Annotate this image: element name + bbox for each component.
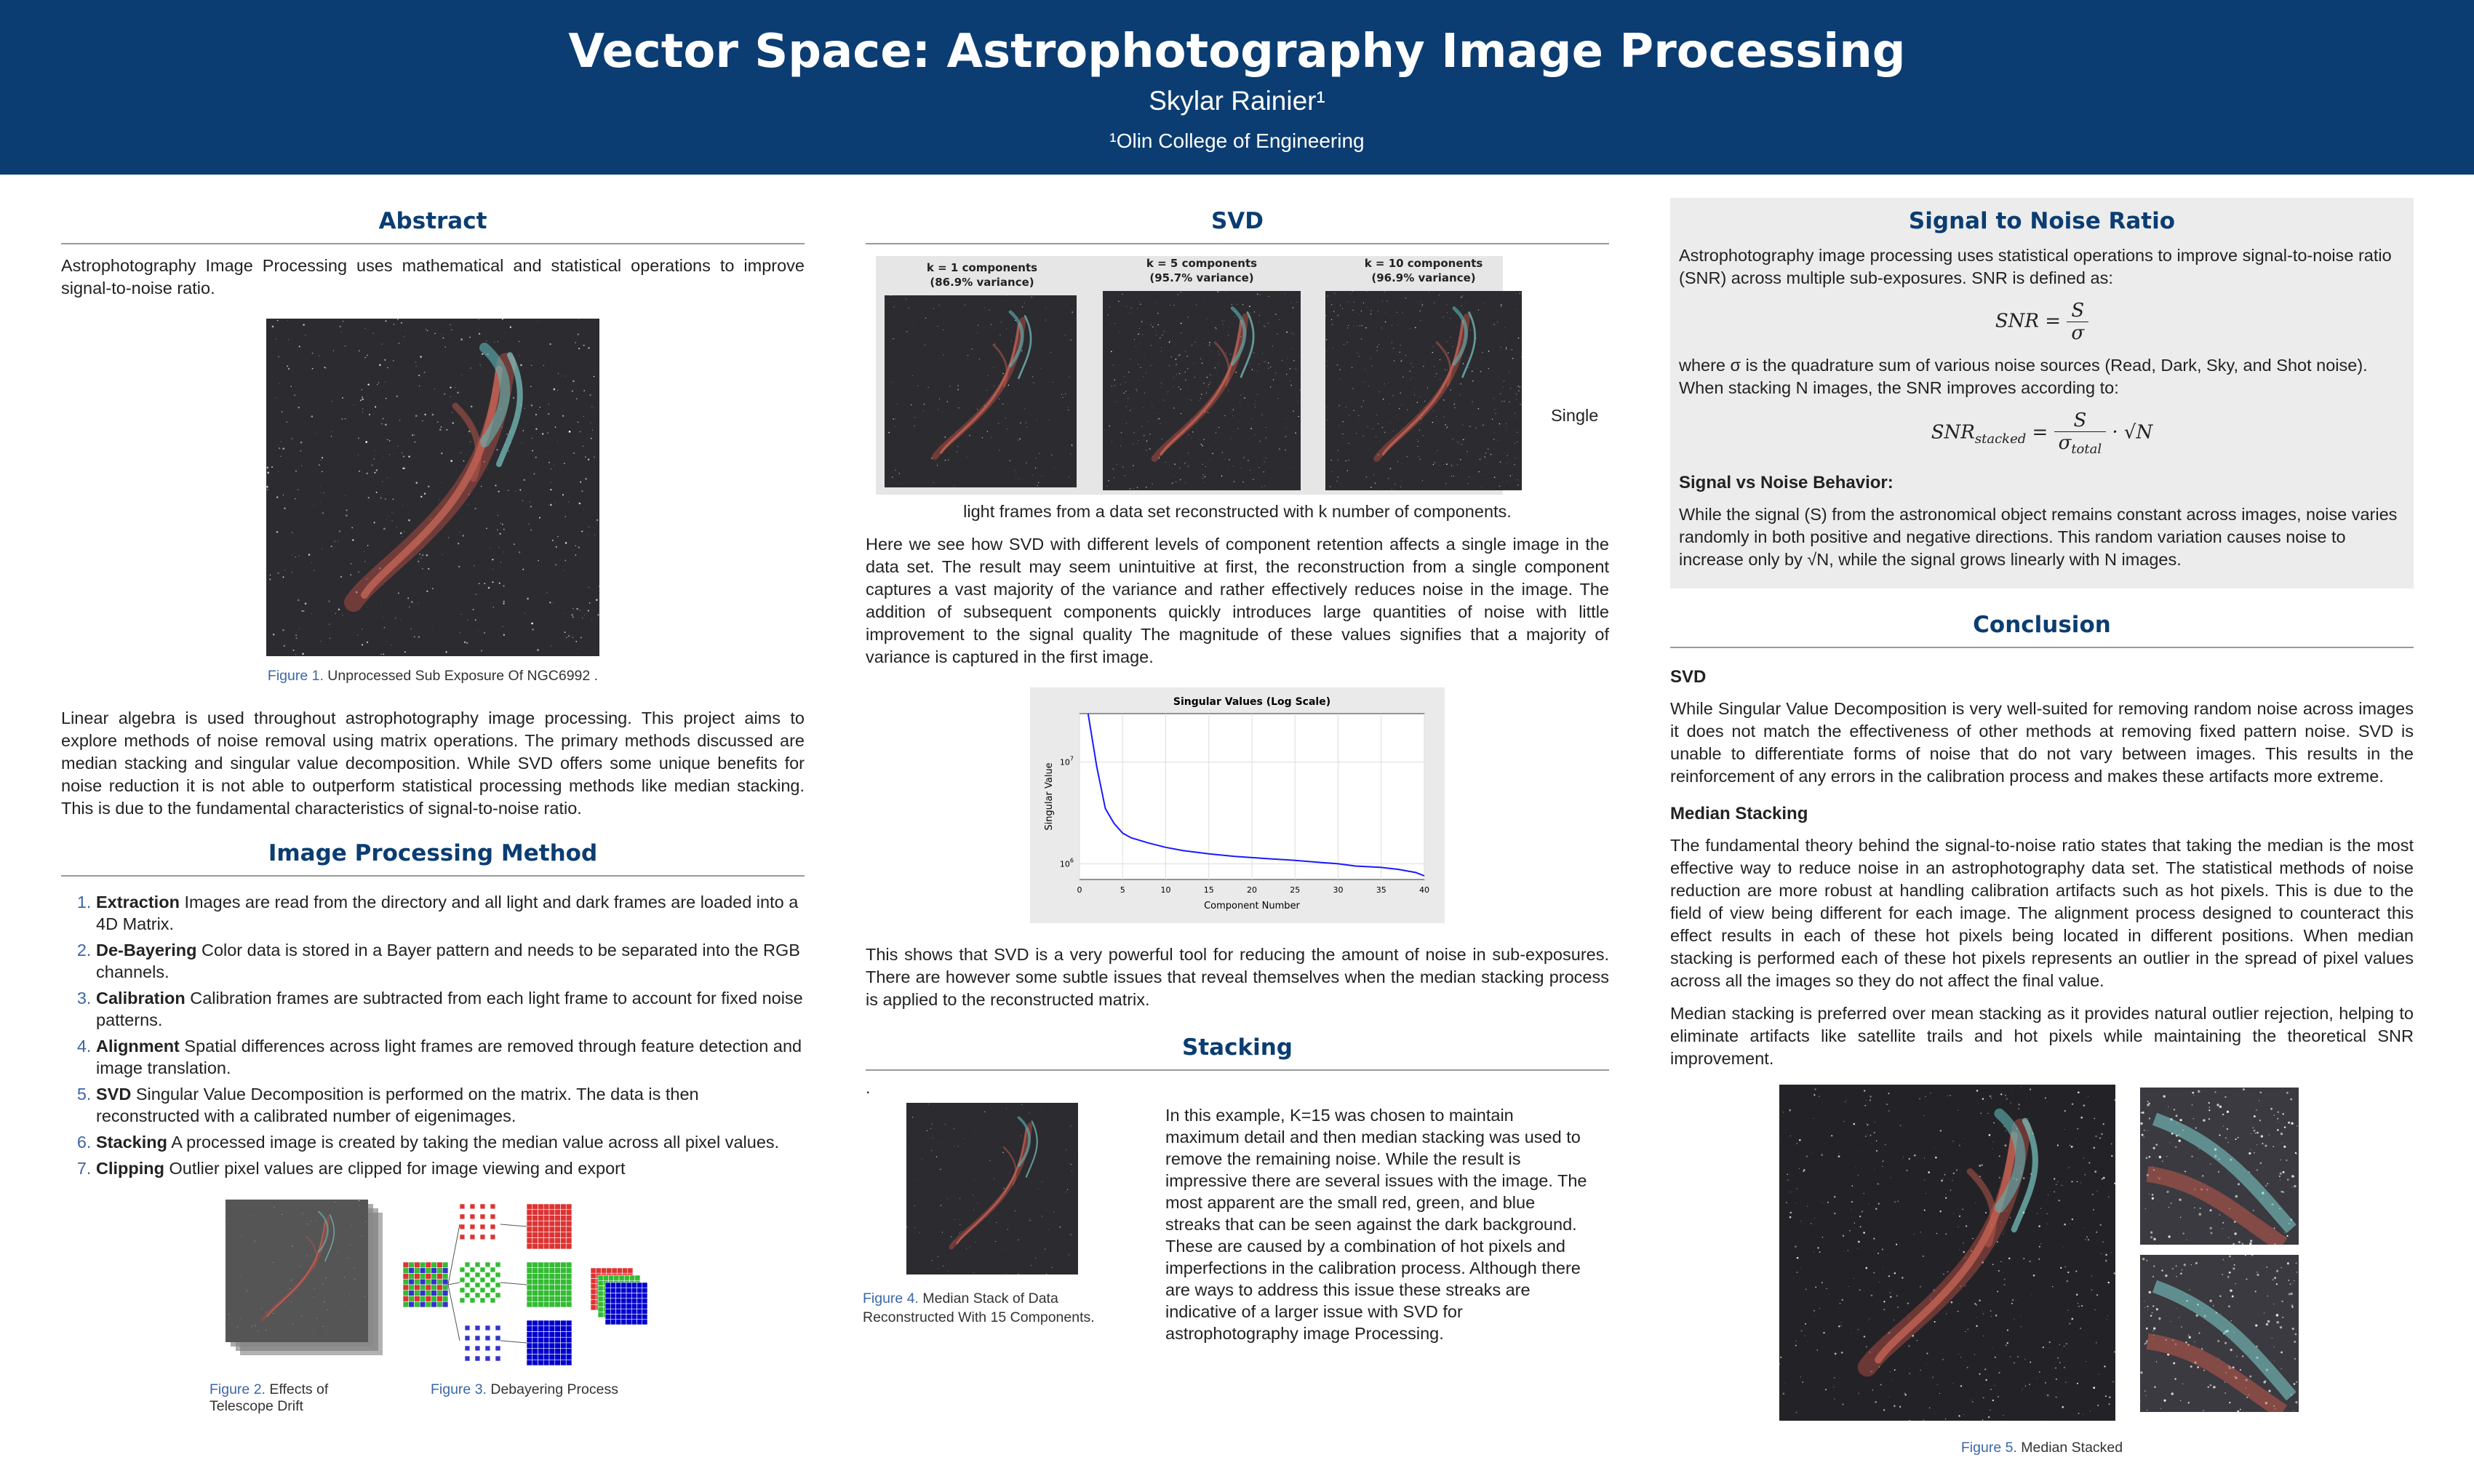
figures-2-3 bbox=[61, 1184, 805, 1445]
svd-caption: light frames from a data set reconstructed with k number of components. bbox=[963, 502, 1512, 521]
snr-equation: SNR = $\frac{S}{\sigma}$ bbox=[1679, 300, 2405, 344]
nebula-graphic bbox=[266, 319, 599, 656]
abstract-intro: Astrophotography Image Processing uses mathematical and statistical operations to improve signal-to-noise ratio. bbox=[61, 256, 805, 298]
svd-k5-graphic bbox=[1103, 291, 1301, 490]
chart-x-tick-label: 0 bbox=[1077, 885, 1082, 895]
column-right bbox=[1670, 198, 2414, 1473]
method-step: 7. Clipping Outlier pixel values are clipped for image viewing and export bbox=[96, 1157, 805, 1179]
svd-conclusion: This shows that SVD is a very powerful tool for reducing the amount of noise in sub-exposures. There are however some subtle issues that reveal themselves when the median stacking process is applied to the reconstructed matrix. bbox=[866, 945, 1609, 1009]
figure-3-caption: Figure 3. Debayering Process bbox=[431, 1381, 618, 1397]
chart-x-tick-label: 15 bbox=[1203, 885, 1214, 895]
figure-1-text: Unprocessed Sub Exposure Of NGC6992 . bbox=[327, 668, 599, 684]
svd-frame-k5: k = 5 components (95.7% variance) bbox=[1103, 256, 1301, 490]
drift-nebula-graphic bbox=[226, 1200, 368, 1342]
method-step: 5. SVD Singular Value Decomposition is performed on the matrix. The data is then reconstructed with a calibrated number of eigenimages. bbox=[96, 1083, 805, 1127]
poster-header bbox=[0, 0, 2474, 175]
figure-4-image bbox=[906, 1103, 1078, 1274]
chart-x-tick-label: 20 bbox=[1247, 885, 1257, 895]
method-steps bbox=[61, 891, 805, 1179]
method-step: 3. Calibration Calibration frames are subtracted from each light frame to account for fixed noise patterns. bbox=[96, 987, 805, 1031]
snr-stacked-equation: $SNR_{stacked}$ = $\frac{S}{\sigma_{total}}$ · √N bbox=[1931, 410, 2153, 458]
poster-title: Vector Space: Astrophotography Image Processing bbox=[568, 25, 1906, 79]
chart-x-tick-label: 25 bbox=[1290, 885, 1301, 895]
figure-5 bbox=[1670, 1080, 2414, 1473]
stacking-body: In this example, K=15 was chosen to maintain maximum detail and then median stacking was used to remove the remaining noise. While the result is impressive there are several issues with the image. The most apparent are the small red, green, and blue streaks that can be seen against the dark background. These are caused by a combination of hot pixels and imperfections in the calibration process. Although there are ways to address this issue these streaks are indicative of a larger issue with SVD for astrophotography image Processing. bbox=[1165, 1106, 1587, 1343]
abstract-heading: Abstract bbox=[61, 198, 805, 244]
chart-x-tick-label: 40 bbox=[1419, 885, 1429, 895]
chart-x-tick-label: 5 bbox=[1120, 885, 1125, 895]
svd-heading: SVD bbox=[866, 198, 1609, 244]
snr-box bbox=[1670, 198, 2414, 589]
snr-heading: Signal to Noise Ratio bbox=[1908, 208, 2176, 234]
debayer-diagram bbox=[403, 1198, 716, 1373]
snr-behavior-heading: Signal vs Noise Behavior: bbox=[1679, 473, 1894, 493]
poster-author: Skylar Rainier¹ bbox=[1149, 86, 1325, 116]
median-stack-graphic bbox=[906, 1103, 1078, 1274]
chart-x-tick-label: 30 bbox=[1333, 885, 1344, 895]
conclusion-svd-text: While Singular Value Decomposition is very well-suited for removing random noise across images it does not match the effectiveness of other methods at removing fixed pattern noise. SVD is unable to differentiate forms of noise that do not vary between images. This results in the reinforcement of any errors in the calibration process and makes these artifacts more extreme. bbox=[1670, 699, 2414, 786]
figure-5-crop-1 bbox=[2140, 1088, 2299, 1245]
conclusion-median-text-2: Median stacking is preferred over mean stacking as it provides natural outlier rejection, helping to eliminate artifacts like satellite trails and hot pixels while maintaining the theoretical SNR improvement. bbox=[1670, 1004, 2414, 1069]
svd-body: Here we see how SVD with different levels of component retention affects a single image in the data set. The result may seem unintuitive at first, the reconstruction from a single component captures a vast majority of the variance and rather effectively reduces noise in the image. The addition of subsequent components quickly introduces large quantities of noise with little improvement to the signal quality The magnitude of these values signifies that a majority of variance is captured in the first image. bbox=[866, 535, 1609, 666]
svd-k1-graphic bbox=[885, 295, 1077, 487]
median-stacked-graphic bbox=[1779, 1085, 2115, 1421]
figure-4-caption: Figure 4. Median Stack of Data Reconstructed With 15 Components. bbox=[863, 1290, 1095, 1325]
conclusion-svd-heading: SVD bbox=[1670, 667, 1707, 687]
figure-5-caption: Figure 5. Median Stacked bbox=[1960, 1440, 2123, 1456]
crop-1-graphic bbox=[2140, 1088, 2299, 1245]
stacking-section bbox=[863, 1071, 1609, 1347]
chart-xlabel: Component Number bbox=[1204, 901, 1300, 911]
method-step: 1. Extraction Images are read from the directory and all light and dark frames are loaded into a 4D Matrix. bbox=[96, 891, 805, 935]
svd-panel bbox=[876, 256, 1503, 495]
nebula-image bbox=[266, 319, 599, 656]
svd-side-word: Single bbox=[1551, 406, 1599, 425]
column-left bbox=[61, 198, 805, 1445]
singular-values-chart bbox=[1030, 687, 1445, 923]
crop-2-graphic bbox=[2140, 1255, 2299, 1412]
chart-y-tick-label: $10^6$ bbox=[1059, 857, 1074, 869]
chart-y-tick-label: $10^7$ bbox=[1059, 755, 1074, 767]
figure-1 bbox=[61, 310, 805, 691]
conclusion-median-heading: Median Stacking bbox=[1670, 804, 1808, 824]
singular-values-figure bbox=[866, 679, 1609, 933]
chart-x-tick-label: 10 bbox=[1160, 885, 1171, 895]
stacking-heading: Stacking bbox=[866, 1024, 1609, 1071]
figure-2-caption: Figure 2. Effects of Telescope Drift bbox=[210, 1381, 329, 1414]
figure-5-main bbox=[1779, 1085, 2115, 1421]
method-step: 6. Stacking A processed image is created by taking the median value across all pixel values. bbox=[96, 1131, 805, 1153]
method-step: 4. Alignment Spatial differences across light frames are removed through feature detection and image translation. bbox=[96, 1035, 805, 1079]
figure-1-caption bbox=[61, 668, 805, 685]
method-heading: Image Processing Method bbox=[61, 830, 805, 877]
snr-noise-text: where σ is the quadrature sum of various noise sources (Read, Dark, Sky, and Shot noise). When stacking N images, the SNR improves according to: bbox=[1679, 356, 2368, 397]
figure-5-crop-2 bbox=[2140, 1255, 2299, 1412]
conclusion-heading: Conclusion bbox=[1670, 602, 2414, 648]
chart-title: Singular Values (Log Scale) bbox=[1173, 696, 1331, 708]
method-step: 2. De-Bayering Color data is stored in a Bayer pattern and needs to be separated into the RGB channels. bbox=[96, 939, 805, 983]
poster-affiliation: ¹Olin College of Engineering bbox=[1109, 129, 1365, 152]
figure-2-stack bbox=[226, 1200, 386, 1360]
conclusion-median-text-1: The fundamental theory behind the signal-to-noise ratio states that taking the median is the most effective way to reduce noise in an astrophotography data set. The statistical methods of noise reduction are more robust at handling calibration artifacts such as hot pixels. This is due to the field of view being different for each image. The alignment process designed to counteract this effect results in each of these hot pixels being located in different positions. When median stacking is performed each of these hot pixels represents an outlier in the spread of pixel values across all the images so they do not affect the final value. bbox=[1670, 836, 2414, 991]
svd-frame-k1: k = 1 components (86.9% variance) bbox=[885, 260, 1080, 487]
svd-figure bbox=[866, 244, 1609, 496]
svd-frame-k10: k = 10 components (96.9% variance) bbox=[1325, 256, 1522, 490]
abstract-body: Linear algebra is used throughout astrophotography image processing. This project aims to explore methods of noise removal using matrix operations. The primary methods discussed are median stacking and singular value decomposition. While SVD offers some unique benefits for noise reduction it is not able to outperform statistical processing methods like median stacking. This is due to the fundamental characteristics of signal-to-noise ratio. bbox=[61, 709, 805, 818]
snr-intro: Astrophotography image processing uses statistical operations to improve signal-to-noise ratio (SNR) across multiple sub-exposures. SNR is defined as: bbox=[1679, 246, 2392, 287]
chart-ylabel: Singular Value bbox=[1044, 762, 1055, 831]
chart-x-tick-label: 35 bbox=[1376, 885, 1386, 895]
svd-k10-graphic bbox=[1325, 291, 1522, 490]
snr-behavior-text: While the signal (S) from the astronomical object remains constant across images, noise varies randomly in both positive and negative directions. This random variation causes noise to increase only by √N, while the signal grows linearly with N images. bbox=[1679, 505, 2398, 570]
column-middle bbox=[863, 198, 1609, 1347]
stacking-dot: . bbox=[866, 1078, 871, 1097]
figure-1-label: Figure 1. bbox=[267, 668, 324, 684]
